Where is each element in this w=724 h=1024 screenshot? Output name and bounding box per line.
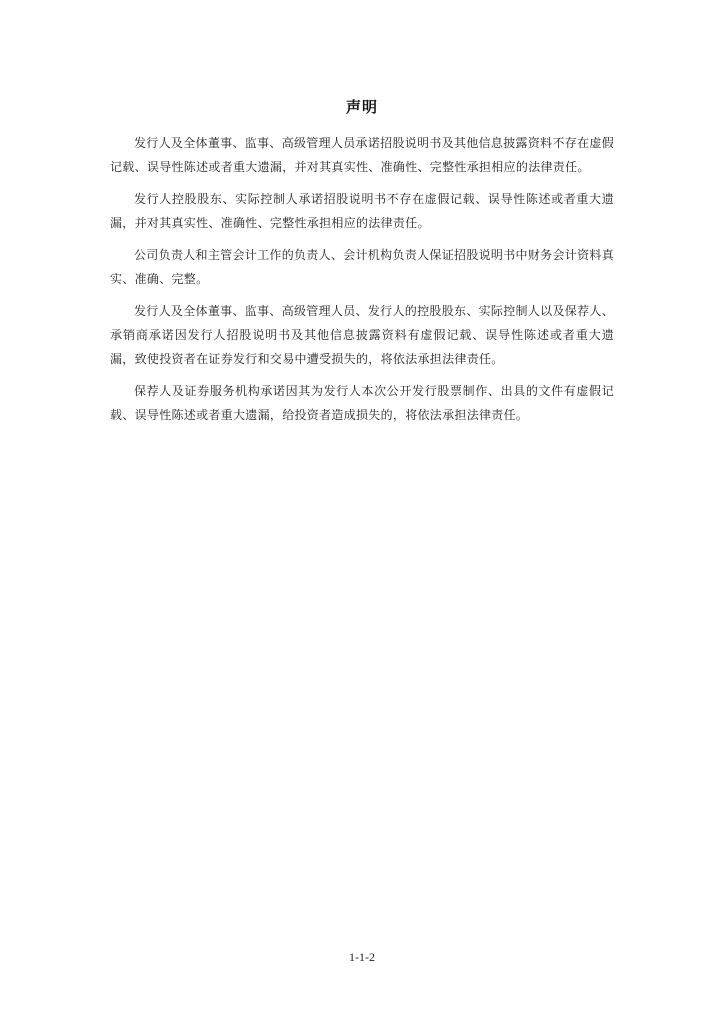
statement-paragraph-4: 发行人及全体董事、监事、高级管理人员、发行人的控股股东、实际控制人以及保荐人、承销商承诺因发行人招股说明书及其他信息披露资料有虚假记载、误导性陈述或者重大遗漏，致使投资者在证券发行和交易中遭受损失的，将依法承担法律责任。	[110, 304, 614, 366]
statement-paragraph-3: 公司负责人和主管会计工作的负责人、会计机构负责人保证招股说明书中财务会计资料真实、准确、完整。	[110, 248, 614, 286]
statement-paragraph-2: 发行人控股股东、实际控制人承诺招股说明书不存在虚假记载、误导性陈述或者重大遗漏，并对其真实性、准确性、完整性承担相应的法律责任。	[110, 192, 614, 230]
statement-body	[110, 131, 614, 435]
statement-paragraph-1: 发行人及全体董事、监事、高级管理人员承诺招股说明书及其他信息披露资料不存在虚假记载、误导性陈述或者重大遗漏，并对其真实性、准确性、完整性承担相应的法律责任。	[110, 136, 614, 174]
page-number: 1-1-2	[349, 950, 375, 964]
statement-paragraph-5: 保荐人及证券服务机构承诺因其为发行人本次公开发行股票制作、出具的文件有虚假记载、误导性陈述或者重大遗漏，给投资者造成损失的，将依法承担法律责任。	[110, 384, 614, 422]
page-title: 声明	[345, 98, 378, 116]
